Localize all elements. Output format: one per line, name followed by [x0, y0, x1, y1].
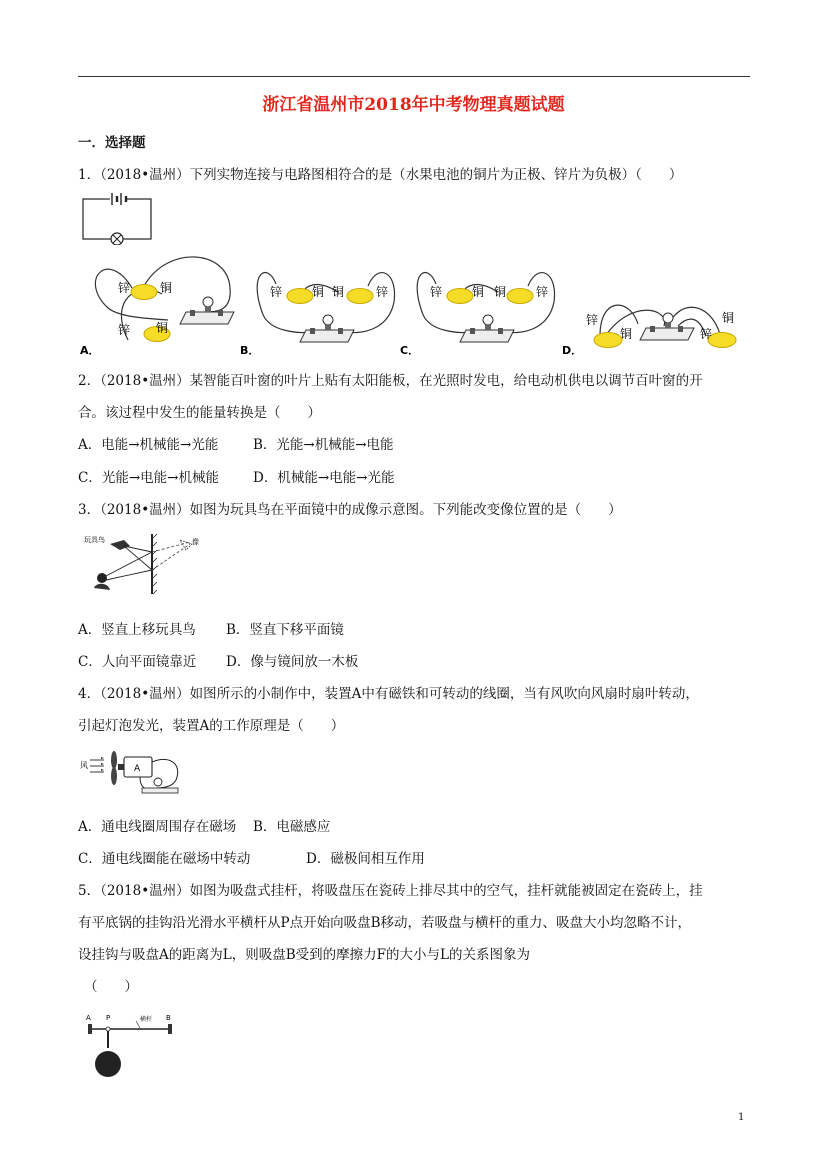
q4-option-b: B．电磁感应	[253, 819, 331, 835]
q2-stem-line2: 合。该过程中发生的能量转换是（ ）	[78, 405, 321, 421]
q4-option-a: A．通电线圈周围存在磁场	[78, 819, 237, 835]
q1-circuit-diagram	[80, 193, 156, 245]
zinc-label: 锌	[376, 285, 389, 299]
wind-label: 风	[80, 761, 88, 770]
q2-option-d: D．机械能→电能→光能	[253, 470, 395, 486]
q1-option-d-figure	[560, 288, 740, 358]
zinc-label: 锌	[586, 313, 599, 327]
q3-mirror-figure	[80, 530, 212, 600]
device-a-label: A	[134, 764, 141, 774]
zinc-label: 锌	[536, 285, 549, 299]
q3-option-c: C．人向平面镜靠近	[78, 654, 197, 670]
q2-option-b: B．光能→机械能→电能	[253, 437, 394, 453]
section-heading: 一．选择题	[78, 135, 146, 151]
q5-answer-blank: （ ）	[84, 979, 138, 995]
q4-generator-figure	[80, 748, 184, 798]
point-p-label: P	[106, 1014, 111, 1022]
q4-stem-line2: 引起灯泡发光，装置A的工作原理是（ ）	[78, 718, 345, 734]
q2-stem-line1: 2．（2018•温州）某智能百叶窗的叶片上贴有太阳能板，在光照时发电，给电动机供电以调节百叶窗的开	[78, 373, 703, 389]
copper-label: 铜	[160, 281, 173, 295]
q4-option-c: C．通电线圈能在磁场中转动	[78, 851, 251, 867]
q5-stem-line3: 设挂钩与吸盘A的距离为L，则吸盘B受到的摩擦力F的大小与L的关系图象为	[78, 947, 530, 963]
q3-option-d: D．像与镜间放一木板	[226, 654, 359, 670]
q4-option-d: D．磁极间相互作用	[306, 851, 425, 867]
q5-stem-line1: 5．（2018•温州）如图为吸盘式挂杆，将吸盘压在瓷砖上排尽其中的空气，挂杆就能被固定在瓷砖上，挂	[78, 883, 703, 899]
copper-label: 铜	[312, 285, 325, 299]
copper-label: 铜	[472, 285, 485, 299]
point-a-label: A	[86, 1014, 91, 1022]
rod-label: 横杆	[140, 1016, 153, 1023]
zinc-label: 锌	[270, 285, 283, 299]
q2-option-c: C．光能→电能→机械能	[78, 470, 219, 486]
zinc-label: 锌	[118, 323, 131, 337]
q5-stem-line2: 有平底锅的挂钩沿光滑水平横杆从P点开始向吸盘B移动，若吸盘与横杆的重力、吸盘大小均忽略不计，	[78, 915, 692, 931]
page-title: 浙江省温州市2018年中考物理真题试题	[262, 95, 565, 115]
q5-hanging-rod-figure	[80, 1010, 184, 1084]
zinc-label: 锌	[700, 327, 713, 341]
point-b-label: B	[166, 1014, 171, 1022]
q1-option-b-figure	[238, 262, 406, 358]
option-b-label: B．	[240, 344, 260, 357]
option-c-label: C．	[400, 344, 420, 357]
q1-option-c-figure	[398, 262, 566, 358]
header-rule	[78, 76, 750, 77]
option-d-label: D．	[562, 344, 583, 357]
q1-stem: 1．（2018•温州）下列实物连接与电路图相符合的是（水果电池的铜片为正极、锌片为负极）（ ）	[78, 167, 683, 183]
image-label: 像	[192, 538, 199, 546]
q3-option-a: A．竖直上移玩具鸟	[78, 622, 196, 638]
zinc-label: 锌	[430, 285, 443, 299]
q3-option-b: B．竖直下移平面镜	[226, 622, 344, 638]
copper-label: 铜	[620, 327, 633, 341]
zinc-label: 锌	[118, 281, 131, 295]
copper-label: 铜	[722, 311, 735, 325]
q1-option-a-figure	[78, 250, 240, 358]
copper-label: 铜	[332, 285, 345, 299]
toy-bird-label: 玩具鸟	[84, 536, 105, 544]
page-number: 1	[738, 1112, 745, 1123]
q4-stem-line1: 4．（2018•温州）如图所示的小制作中，装置A中有磁铁和可转动的线圈，当有风吹向风扇时扇叶转动，	[78, 686, 699, 702]
q3-stem: 3．（2018•温州）如图为玩具鸟在平面镜中的成像示意图。下列能改变像位置的是（ ）	[78, 502, 622, 518]
copper-label: 铜	[156, 321, 169, 335]
q2-option-a: A．电能→机械能→光能	[78, 437, 219, 453]
copper-label: 铜	[494, 285, 507, 299]
option-a-label: A．	[80, 344, 100, 357]
